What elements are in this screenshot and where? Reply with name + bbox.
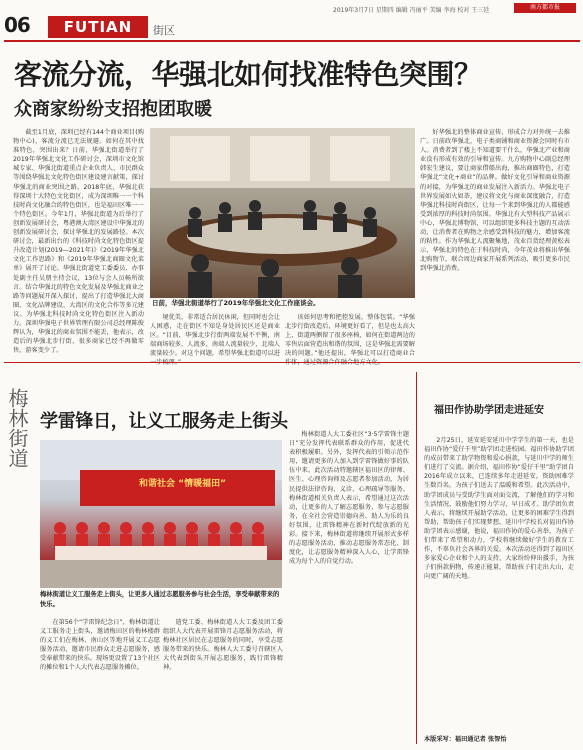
section-name-en: FUTIAN <box>48 16 148 38</box>
story1-body-col4: 好华强北的整体商业宣传，形成合力对外统一去推广。日前政华强北，电子类商铺和商业资源会同时有市人。消费者到了楼上不知道要干什么，华强北产业和商业没有形成有效的引导和宣传。九方购物中心副总经理韩宏生建议，要让商家借船出海，推出商圈特色，打造华强北“文化+商业”的品牌。做好文化引导和商业资源的对接，为华强北的商业发展注入新活力。华强北电子世界发展如火如荼，建议将文化与商业深度融合，打造华强北科技时尚街区，让每一个来到华强北的人都能感受到浓厚的科技时尚氛围。华强北有大型科技产品展示中心，华强北博物馆，可以组织更多科技主题的互动活动，让消费者在购物之余感受到科技的魅力，增加客流的粘性。作为华强北人流聚集地，茂业百货经理黄松表示，华强北的特色在于科技时尚，今年茂业将推出华强北购物节，联合周边商家开展系列活动，吸引更多市民到华强北消费。 <box>420 129 570 273</box>
photo-banner-text: 和谐社会 “情暖福田” <box>139 479 226 489</box>
section-name-zh: 街区 <box>153 24 175 37</box>
header-rule <box>4 40 580 42</box>
story2-body-col1: 在第56个“学雷锋纪念日”，梅林街道让义工服务走上街头，邀请梅田区的梅林楼群的义工们在梅林、南山区等地开展义工志愿服务活动，邀请市民群众走进志愿服务，感受奉献带来的快乐。现场更设置了13个社区的摊位和1个人大代表志愿服务摊位。 <box>40 619 160 672</box>
story1-body-col2: 境优美，非常适合居民休闲，但同时也会让人困惑，走在街区不知是身处居民区还是商业区。“目前，华强北步行街两端发展不平衡，南端商场较多，人流多，南端人流量较少，北端人流量较少。对这个问题，希望华强北街道可以进 <box>150 314 280 358</box>
story3-body: 2月25日，延安延安延川中学学生的第一天，也是福田作协“爱仔千里”助学团走进校园。福田作协助学团的成员带来了助学物资和爱心捐款，与延川中学的师生们进行了交流。据介绍，福田作协“爱仔千里”助学团自2016年成立以来，已连续多年走进延安，资助困难学生数百名，为孩子们送去了温暖和希望。此次活动中，助学团成员与受助学生面对面交流，了解他们的学习和生活情况，鼓励他们努力学习，早日成才。助学团负责人表示，将继续开展助学活动，让更多的困难学生得到帮助，帮助孩子们实现梦想。延川中学校长对福田作协助学团表示感谢，他说，福田作协的爱心善举，为孩子们带来了希望和动力，学校将继续做好学生的教育工作，不辜负社会各界的关爱。本次活动还得到了福田区多家爱心企业和个人的支持，大家纷纷伸出援手，为孩子们捐款捐物，传递正能量，帮助孩子们走出大山，走向更广阔的天地。 <box>424 437 574 581</box>
story1-subheadline: 众商家纷纷支招抱团取暖 <box>14 99 212 120</box>
section-divider <box>4 362 580 363</box>
story1-photo-caption: 日前，华强北街道举行了2019年华强北文化工作座谈会。 <box>152 299 320 307</box>
story2-photo <box>40 440 282 588</box>
meeting-photo-illustration <box>150 128 415 298</box>
column-divider <box>416 372 417 744</box>
masthead-logo: 南方都市报 <box>514 3 576 13</box>
story2-body-col3: 梅林街道人大工委社区“3·5学雷锋主题日”充分发挥代表联系群众的作用，促进代表积极履职。另外，发挥代表的引领示范作用，邀请更多的人加入到学雷锋做好事的队伍中来。此次活动特邀辖区福田区的律师、医生、心理咨询师及志愿者参加活动，为居民提供法律咨询、义诊、心理疏导等服务。梅林街道相关负责人表示，希望通过这次活动，让更多的人了解志愿服务，参与志愿服务，在全社会营造崇德向善、助人为乐的良好氛围，让雷锋精神在新时代绽放新的光彩。接下来，梅林街道将继续开展形式多样的志愿服务活动，推动志愿服务常态化、制度化，让志愿服务精神深入人心，让学雷锋成为每个人的自觉行动。 <box>289 431 409 566</box>
dateline: 2019年3月7日 星期四 编辑 冯丽平 美编 李海 校对 王三廷 <box>333 7 490 14</box>
page-number: 06 <box>4 13 30 37</box>
story1-photo <box>150 128 415 298</box>
district-label-vertical: 梅林街道 <box>5 388 29 468</box>
story3-byline: 本版采写：福田通记者 张智怡 <box>424 736 507 743</box>
volunteers-photo-illustration <box>40 440 282 588</box>
story2-body-col2: 遣党工委、梅林街道人大工委及团工委组织人大代表开展雷锋月志愿服务活动，将梅林社区居民在志愿服务的同时，享受志愿服务带来的快乐。梅林人大工委号召辖区人大代表到街头开展志愿服务，践行雷锋精神。 <box>163 619 283 672</box>
story2-headline: 学雷锋日，让义工服务走上街头 <box>40 411 288 432</box>
page-header <box>0 0 583 40</box>
story1-body-col3: 该如何思考和把控发展，整体包装。“华强北步行街改造后，环境更好看了，但是也太高大上，街道两侧留了很多座椅，如何在街道两边的零售店面营造出和谐的氛围，这是华强北需要解决的问题。”他还提出，华强北可以打造商业合 <box>285 314 415 358</box>
story1-body-col1: 截至1月底，深圳已经有144个商业项目(购物中心)，客流分流已无法规避。如何在其中找准特色，突围出来？日前，华强北街道举行了2019年华强北文化工作研讨会，深圳市文化馆城专家、华强北街道重点企业负责人、市民群众等围绕华强北文化特色街区建设建言献策，探讨华强北的商业突围之路。2018年底，华强北获得深圳十大特色文化街区，成为深圳唯一一个科技时尚文化融合的特色街区，也是福田区唯一一个特色街区。今年1月，华强北街道为后举行了创新发展研讨会，粤港澳大湾区建设中华强北的创新发展研讨会，探讨华强北的发展路径。本次研讨会，最新出台的《科技时尚文化特色街区提升改造计划(2019—2021年)》《2019年华强北文化工作思路》和《2019年华强北商圈文化菜单》展开了讨论。华强北街道党工委委员、办事处副主任吴朋主持会议，13位与会人员畅所欲言。结合华强北的特色文化发展及华强北商业之路等问题展开深入探讨，提出了打造华强北大商圈、文化品牌建设、大湾区的文化合作等多元建议。为华强北科技时尚文化特色街区注入新动力。深圳华强电子世界管理有限公司总经理陈俊辉认为，华强北的商业氛围不能丢，他表示，改造后的华强北步行街，很多商家已经不再做零售，游客变少了。 <box>13 129 144 355</box>
story2-photo-caption: 梅林街道让义工服务走上街头，让更多人通过志愿服务参与社会生活，享受奉献带来的快乐。 <box>40 591 280 608</box>
story3-headline: 福田作协助学团走进延安 <box>434 405 544 416</box>
story1-headline: 客流分流，华强北如何找准特色突围？ <box>14 58 482 91</box>
